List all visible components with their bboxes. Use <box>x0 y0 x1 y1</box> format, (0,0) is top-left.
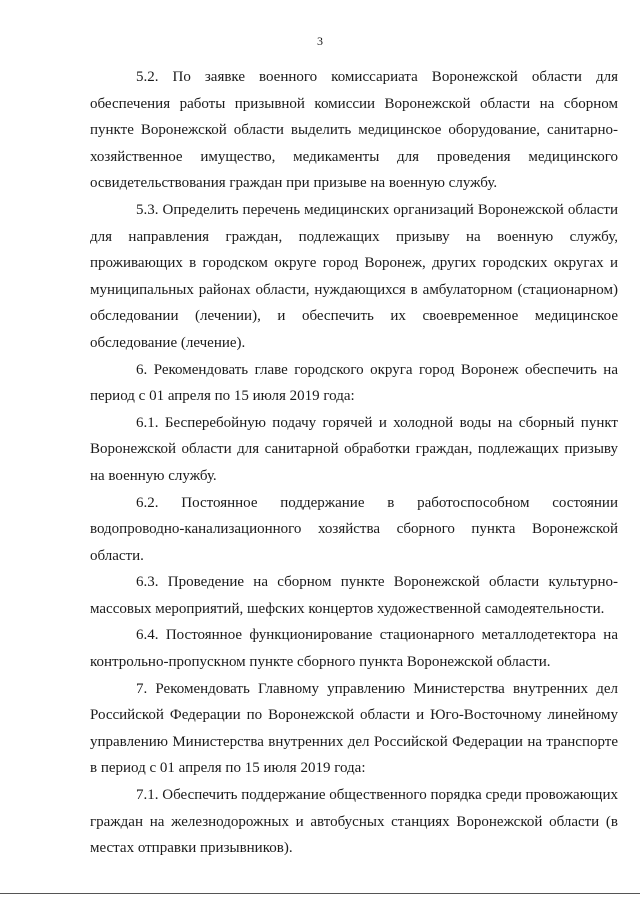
paragraph-6-4: 6.4. Постоянное функционирование стационарного металлодетектора на контрольно-пропускном пункте сборного пункта Воронежской области. <box>90 627 618 671</box>
paragraph-7-1: 7.1. Обеспечить поддержание общественного порядка среди провожающих граждан на железнодорожных и автобусных станциях Воронежской области (в местах отправки призывников). <box>90 787 618 857</box>
paragraph-6-3: 6.3. Проведение на сборном пункте Воронежской области культурно-массовых мероприятий, шефских концертов художественной самодеятельности. <box>90 574 618 617</box>
document-body <box>90 64 618 862</box>
paragraph-5-3: 5.3. Определить перечень медицинских организаций Воронежской области для направления граждан, подлежащих призыву на военную службу, проживающих в городском округе город Воронеж, других городских округах и муниципальных районах области, нуждающихся в амбулаторном (стационарном) обследовании (лечении), и обеспечить их своевременное медицинское обследование (лечение). <box>90 201 618 351</box>
paragraph-6: 6. Рекомендовать главе городского округа город Воронеж обеспечить на период с 01 апреля по 15 июля 2019 года: <box>90 361 618 405</box>
page-edge-rule <box>0 893 640 894</box>
paragraph-6-1: 6.1. Бесперебойную подачу горячей и холодной воды на сборный пункт Воронежской области для санитарной обработки граждан, подлежащих призыву на военную службу. <box>90 414 618 484</box>
paragraph-6-2: 6.2. Постоянное поддержание в работоспособном состоянии водопроводно-канализационного хозяйства сборного пункта Воронежской области. <box>90 494 618 564</box>
paragraph-7: 7. Рекомендовать Главному управлению Министерства внутренних дел Российской Федерации по Воронежской области и Юго-Восточному линейному управлению Министерства внутренних дел Российской Федерации на транспорте в период с 01 апреля по 15 июля 2019 года: <box>90 680 618 777</box>
page-number: 3 <box>317 34 323 48</box>
paragraph-5-2: 5.2. По заявке военного комиссариата Воронежской области для обеспечения работы призывной комиссии Воронежской области на сборном пункте Воронежской области выделить медицинское оборудование, санитарно-хозяйственное имущество, медикаменты для проведения медицинского освидетельствования граждан при призыве на военную службу. <box>90 69 618 192</box>
